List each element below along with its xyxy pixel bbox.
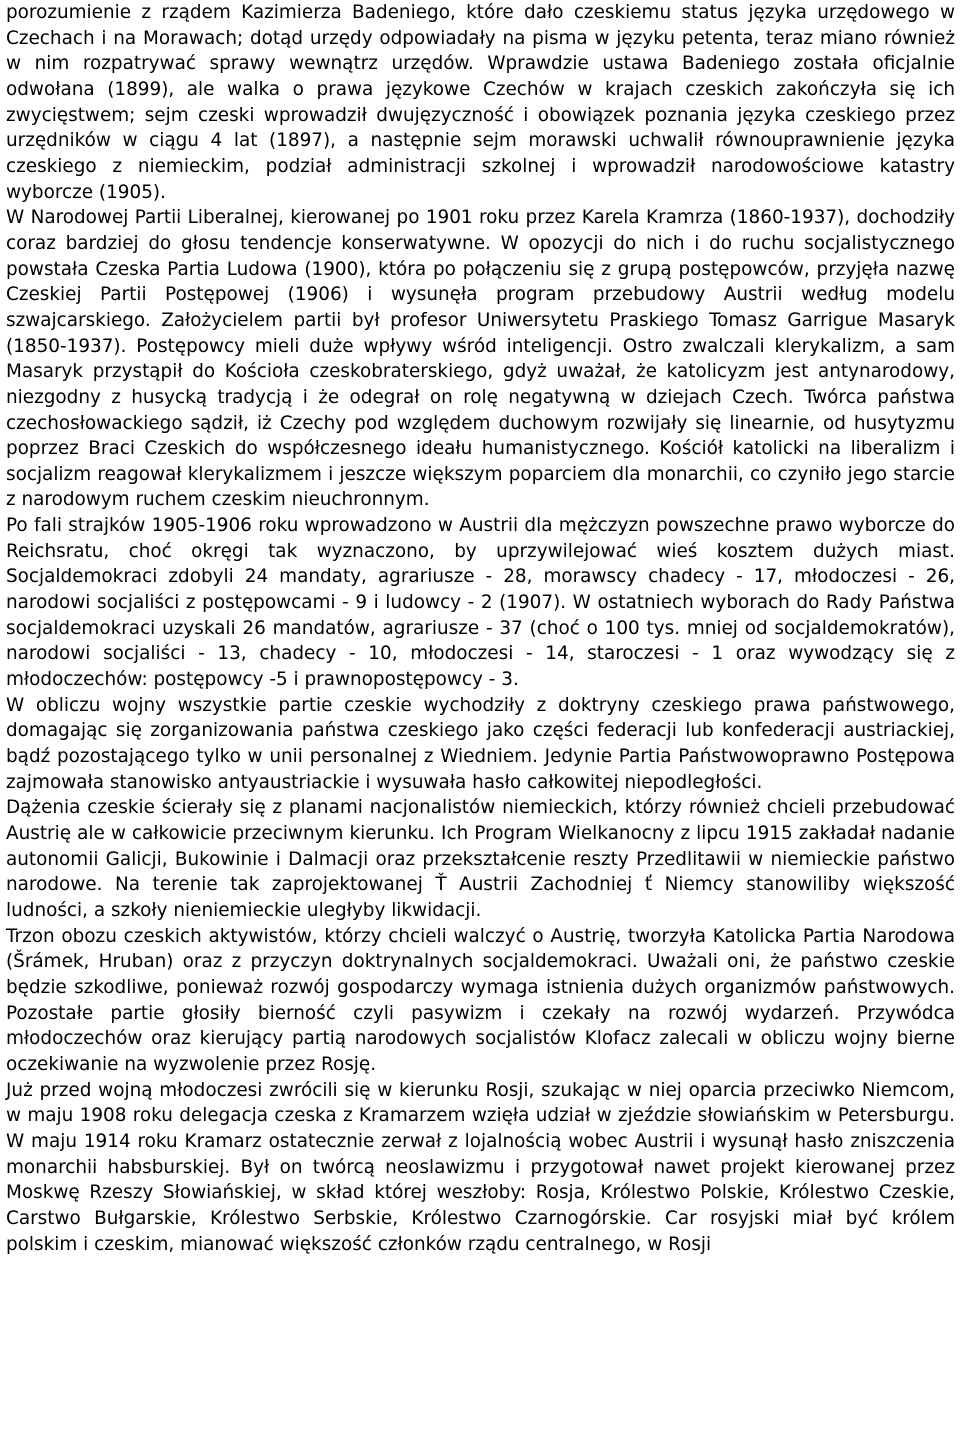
paragraph: W obliczu wojny wszystkie partie czeskie wychodziły z doktryny czeskiego prawa państwowego, domagając się zorganizowania państwa czeskiego jako części federacji lub konfederacji austriackiej, bądź pozostającego tylko w unii personalnej z Wiedniem. Jedynie Partia Państwowoprawno Postępowa zajmowała stanowisko antyaustriackie i wysuwała hasło całkowitej niepodległości.: [6, 694, 955, 793]
paragraph: Po fali strajków 1905-1906 roku wprowadzono w Austrii dla mężczyzn powszechne prawo wyborcze do Reichsratu, choć okręgi tak wyznaczono, by uprzywilejować wieś kosztem dużych miast. Socjaldemokraci zdobyli 24 mandaty, agrariusze - 28, morawscy chadecy - 17, młodoczesi - 26, narodowi socjaliści z postępowcami - 9 i ludowcy - 2 (1907). W ostatniech wyborach do Rady Państwa socjaldemokraci uzyskali 26 mandatów, agrariusze - 37 (choć o 100 tys. mniej od socjaldemokratów), narodowi socjaliści - 13, chadecy - 10, młodoczesi - 14, staroczesi - 1 oraz wywodzący się z młodoczechów: postępowcy -5 i prawnopostępowcy - 3.: [6, 515, 955, 691]
paragraph: Trzon obozu czeskich aktywistów, którzy chcieli walczyć o Austrię, tworzyła Katolicka Partia Narodowa (Šrámek, Hruban) oraz z przyczyn doktrynalnych socjaldemokraci. Uważali oni, że państwo czeskie będzie szkodliwe, ponieważ rozwój gospodarczy wymaga istnienia dużych organizmów państwowych. Pozostałe partie głosiły bierność czyli pasywizm i czekały na rozwój wydarzeń. Przywódca młodoczechów oraz kierujący partią narodowych socjalistów Klofacz zalecali w obliczu wojny bierne oczekiwanie na wyzwolenie przez Rosję.: [6, 925, 955, 1075]
paragraph: porozumienie z rządem Kazimierza Badeniego, które dało czeskiemu status języka urzędowego w Czechach i na Morawach; dotąd urzędy odpowiadały na pisma w języku petenta, teraz miano również w nim rozpatrywać sprawy wewnątrz urzędów. Wprawdzie ustawa Badeniego została oficjalnie odwołana (1899), ale walka o prawa językowe Czechów w krajach czeskich zakończyła się ich zwycięstwem; sejm czeski wprowadził dwujęzyczność i obowiązek poznania języka czeskiego przez urzędników w ciągu 4 lat (1897), a następnie sejm morawski uchwalił równouprawnienie języka czeskiego z niemieckim, podział administracji szkolnej i wprowadził narodowościowe katastry wyborcze (1905).: [6, 2, 955, 203]
paragraph: Dążenia czeskie ścierały się z planami nacjonalistów niemieckich, którzy również chcieli przebudować Austrię ale w całkowicie przeciwnym kierunku. Ich Program Wielkanocny z lipcu 1915 zakładał nadanie autonomii Galicji, Bukowinie i Dalmacji oraz przekształcenie reszty Przedlitawii w niemieckie państwo narodowe. Na terenie tak zaprojektowanej Ť Austrii Zachodniej ť Niemcy stanowiliby większość ludności, a szkoły nieniemieckie uległyby likwidacji.: [6, 797, 955, 921]
paragraph: Już przed wojną młodoczesi zwrócili się w kierunku Rosji, szukając w niej oparcia przeciwko Niemcom, w maju 1908 roku delegacja czeska z Kramarzem wzięła udział w zjeździe słowiańskim w Petersburgu. W maju 1914 roku Kramarz ostatecznie zerwał z lojalnością wobec Austrii i wysunął hasło zniszczenia monarchii habsburskiej. Był on twórcą neoslawizmu i przygotował nawet projekt kierowanej przez Moskwę Rzeszy Słowiańskiej, w skład której weszłoby: Rosja, Królestwo Polskie, Królestwo Czeskie, Carstwo Bułgarskie, Królestwo Serbskie, Królestwo Czarnogórskie. Car rosyjski miał być królem polskim i czeskim, mianować większość członków rządu centralnego, w Rosji: [6, 1079, 955, 1255]
paragraph: W Narodowej Partii Liberalnej, kierowanej po 1901 roku przez Karela Kramrza (1860-1937), dochodziły coraz bardziej do głosu tendencje konserwatywne. W opozycji do nich i do ruchu socjalistycznego powstała Czeska Partia Ludowa (1900), która po połączeniu się z grupą postępowców, przyjęła nazwę Czeskiej Partii Postępowej (1906) i wysunęła program przebudowy Austrii według modelu szwajcarskiego. Założycielem partii był profesor Uniwersytetu Praskiego Tomasz Garrigue Masaryk (1850-1937). Postępowcy mieli duże wpływy wśród inteligencji. Ostro zwalczali klerykalizm, a sam Masaryk przystąpił do Kościoła czeskobraterskiego, gdyż uważał, że katolicyzm jest antynarodowy, niezgodny z husycką tradycją i że odegrał on rolę negatywną w dziejach Czech. Twórca państwa czechosłowackiego sądził, iż Czechy pod względem duchowym rozwijały się linearnie, od husytyzmu poprzez Braci Czeskich do współczesnego ideału humanistycznego. Kościół katolicki na liberalizm i socjalizm reagował klerykalizmem i jeszcze większym poparciem dla monarchii, co czyniło jego starcie z narodowym ruchem czeskim nieuchronnym.: [6, 207, 955, 511]
